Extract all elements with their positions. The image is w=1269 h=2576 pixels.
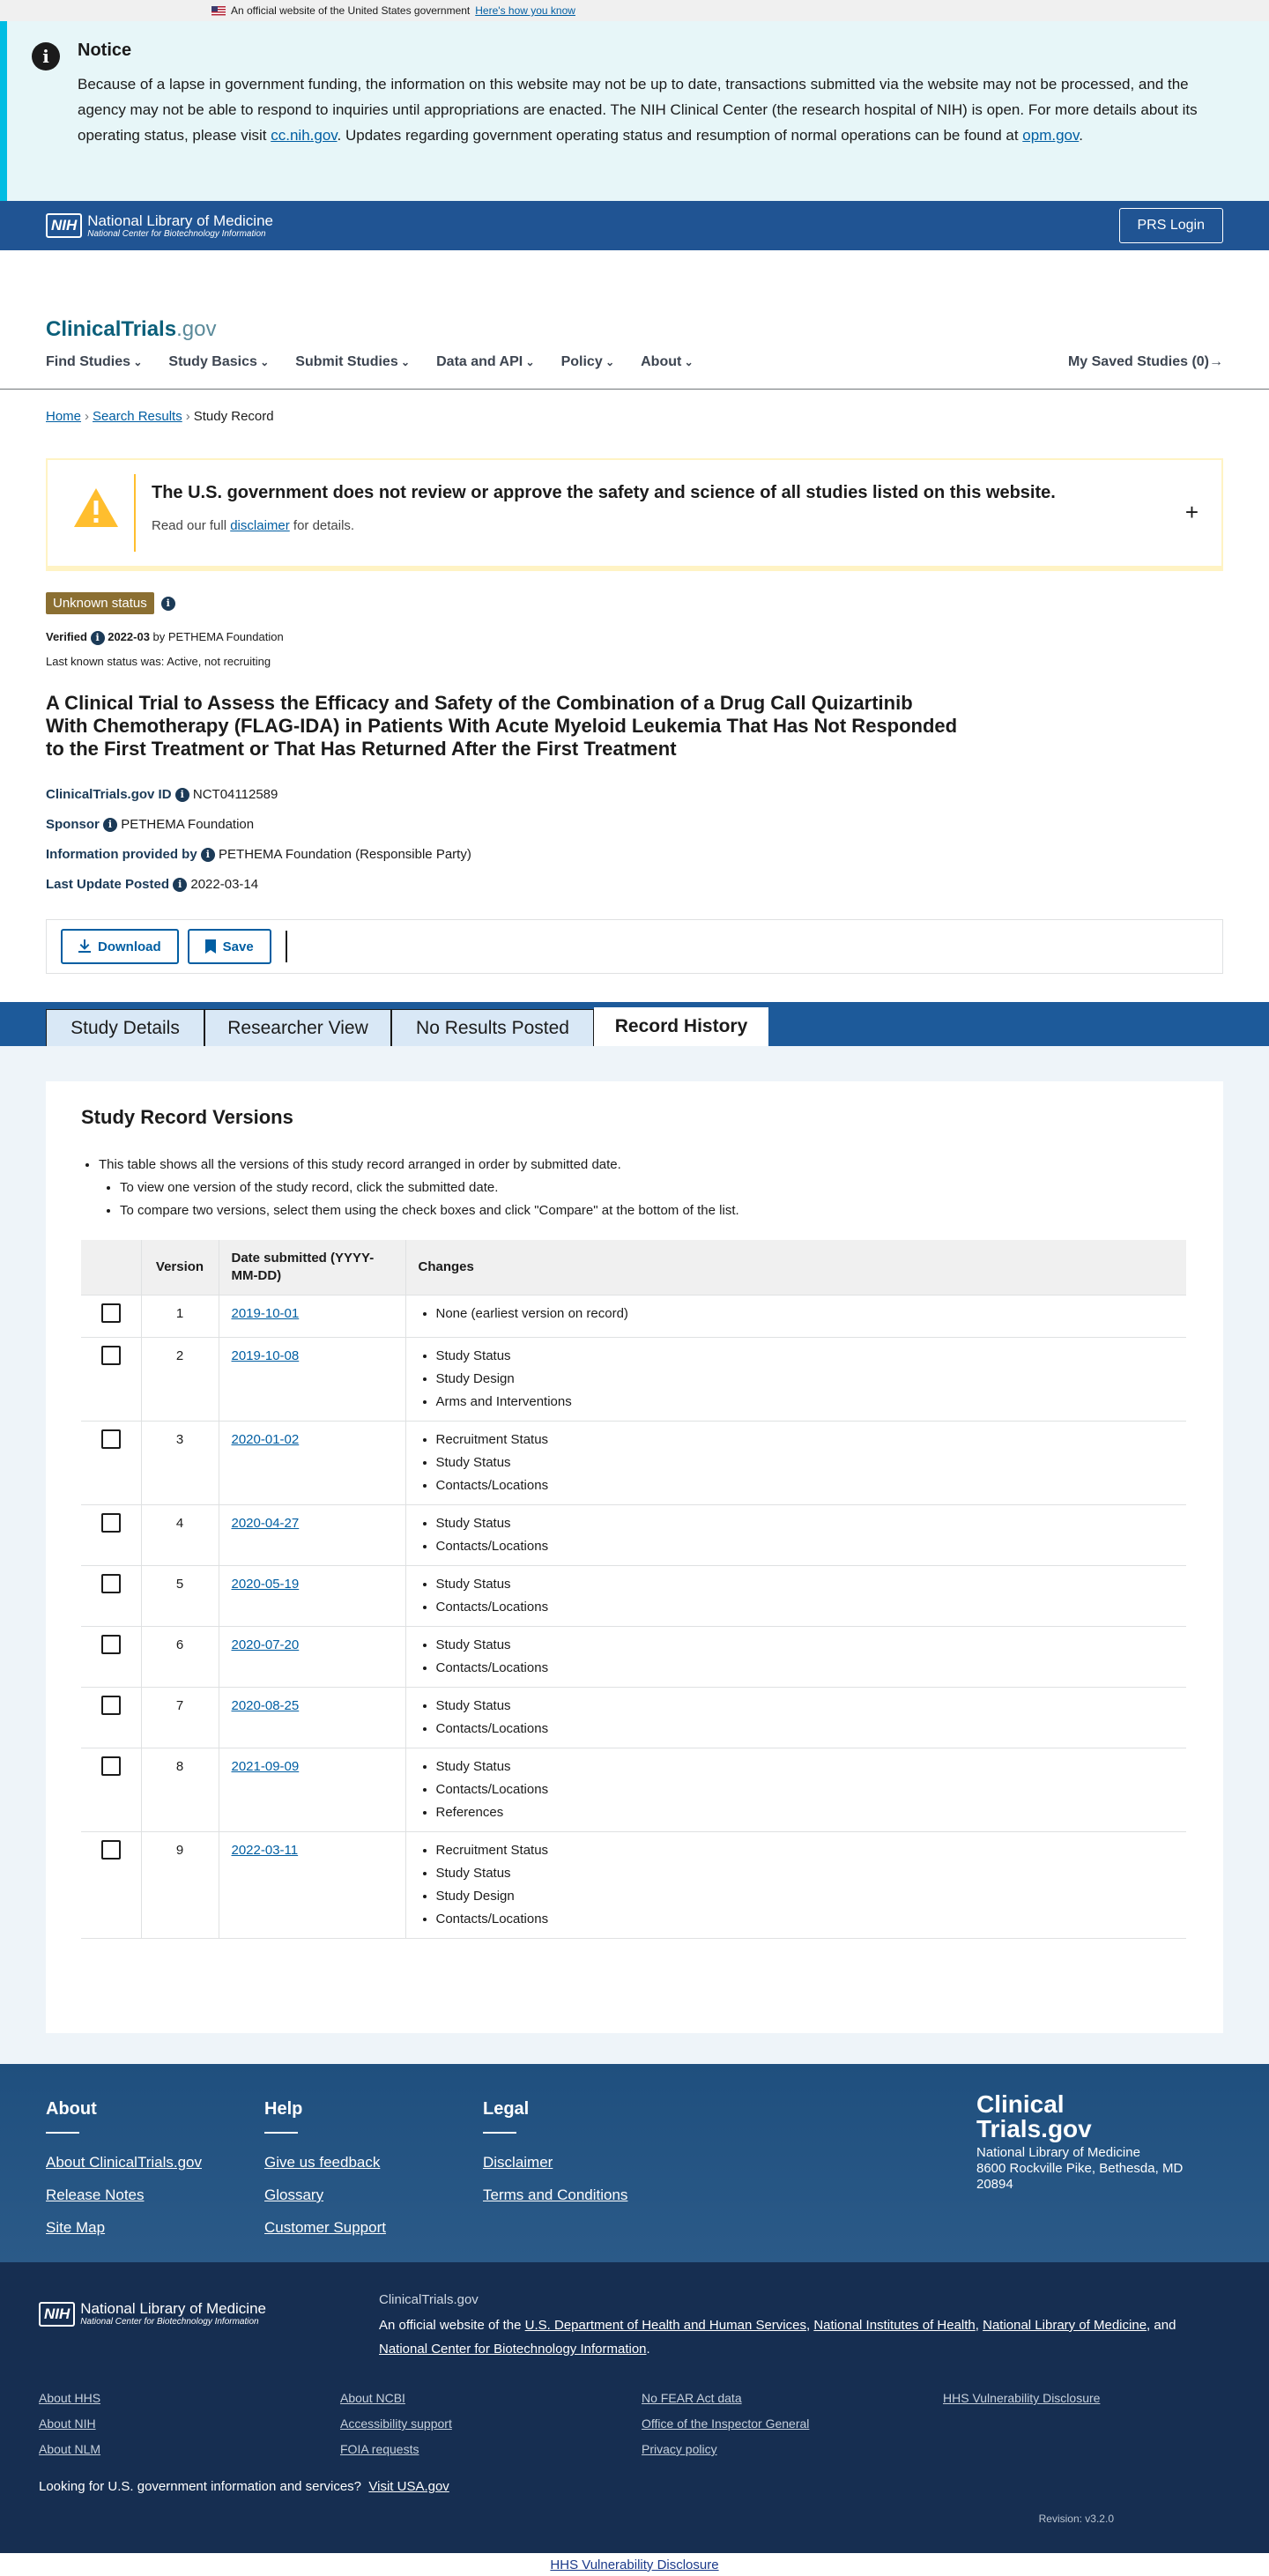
compare-checkbox[interactable]	[101, 1635, 121, 1654]
disclaimer-sub: Read our full disclaimer for details.	[152, 518, 355, 533]
nav-submit-studies[interactable]: Submit Studies ⌄	[295, 354, 410, 370]
footer-legal-heading: Legal	[483, 2099, 530, 2119]
opm-link[interactable]: opm.gov	[1022, 127, 1080, 144]
change-item: • Contacts/Locations	[436, 1718, 1175, 1741]
footer2-link[interactable]: FOIA requests	[340, 2442, 419, 2456]
footer-link[interactable]: Glossary	[264, 2186, 324, 2203]
version-number: 6	[141, 1626, 219, 1687]
compare-checkbox[interactable]	[101, 1696, 121, 1715]
change-item: • Contacts/Locations	[436, 1596, 1175, 1619]
download-button[interactable]: Download	[61, 929, 179, 964]
change-item: • None (earliest version on record)	[436, 1303, 1175, 1325]
tab-no-results[interactable]: No Results Posted	[391, 1009, 594, 1046]
field-info-provided: Information provided by i PETHEMA Foundation (Responsible Party)	[46, 847, 471, 862]
version-date-link[interactable]: 2020-04-27	[231, 1515, 300, 1531]
nlm-logo[interactable]	[46, 213, 273, 239]
versions-hint-compare: • To compare two versions, select them using the check boxes and click "Compare" at the bottom of the list.	[120, 1199, 1188, 1222]
change-item: • References	[436, 1801, 1175, 1824]
change-item: • Study Design	[436, 1885, 1175, 1908]
version-date-link[interactable]: 2020-01-02	[231, 1431, 300, 1447]
breadcrumb-search[interactable]: Search Results	[93, 409, 182, 424]
notice-title: Notice	[78, 41, 132, 60]
version-date-link[interactable]: 2020-07-20	[231, 1637, 300, 1652]
nav-find-studies[interactable]: Find Studies ⌄	[46, 354, 142, 370]
footer2-link[interactable]: About NIH	[39, 2416, 96, 2431]
action-bar	[46, 919, 1223, 974]
footer2-link[interactable]: About NCBI	[340, 2391, 405, 2405]
notice-body: Because of a lapse in government funding, the information on this website may not be up to date, transactions submitted via the website may not be processed, and the agency may not be able to respond to inquiries until appropriations are enacted. The NIH Clinical Center (the research hospital of NIH) is open. For more details about its operating status, please visit cc.nih.gov. Updates regarding government operating status and resumption of normal operations can be found at opm.gov.	[78, 76, 1198, 144]
field-last-update: Last Update Posted i 2022-03-14	[46, 877, 259, 892]
version-date-link[interactable]: 2021-09-09	[231, 1758, 300, 1774]
gov-banner	[0, 0, 1269, 21]
footer-help-heading: Help	[264, 2099, 303, 2119]
save-button[interactable]: Save	[188, 929, 271, 964]
footer-link[interactable]: Terms and Conditions	[483, 2186, 628, 2203]
nav-data-api[interactable]: Data and API ⌄	[436, 354, 534, 370]
verified-line: Verified i 2022-03 by PETHEMA Foundation	[46, 630, 284, 643]
version-row	[81, 1504, 1186, 1565]
changes-list	[419, 1512, 1175, 1558]
version-number: 5	[141, 1565, 219, 1626]
change-item: • Recruitment Status	[436, 1839, 1175, 1862]
change-item: • Study Design	[436, 1368, 1175, 1391]
field-nct-id: ClinicalTrials.gov ID i NCT04112589	[46, 787, 278, 802]
changes-list	[419, 1756, 1175, 1824]
version-date-link[interactable]: 2019-10-08	[231, 1347, 300, 1363]
change-item: • Study Status	[436, 1512, 1175, 1535]
version-number: 2	[141, 1337, 219, 1421]
nih-logo-icon: NIH	[39, 2302, 75, 2327]
bookmark-icon	[205, 939, 216, 954]
info-icon: i	[32, 42, 60, 71]
version-number: 3	[141, 1421, 219, 1504]
versions-heading: Study Record Versions	[81, 1106, 293, 1128]
change-item: • Contacts/Locations	[436, 1474, 1175, 1497]
footer-link[interactable]: Site Map	[46, 2219, 106, 2236]
footer2-link[interactable]: No FEAR Act data	[642, 2391, 742, 2405]
cc-nih-link[interactable]: cc.nih.gov	[271, 127, 338, 144]
expand-icon[interactable]: +	[1184, 499, 1198, 525]
footer-link[interactable]: Release Notes	[46, 2186, 145, 2203]
col-version: Version	[141, 1240, 219, 1295]
footer-ct-label: ClinicalTrials.gov	[379, 2292, 479, 2307]
gov-banner-text: An official website of the United States government	[231, 4, 471, 17]
footer-primary	[0, 2064, 1269, 2262]
disclaimer-title: The U.S. government does not review or approve the safety and science of all studies listed on this website.	[152, 483, 1056, 502]
notice-banner	[0, 21, 1269, 201]
study-title: A Clinical Trial to Assess the Efficacy and Safety of the Combination of a Drug Call Quizartinib With Chemotherapy (FLAG-IDA) in Patients With Acute Myeloid Leukemia That Has Not Responded to the First Treatment or That Has Returned After the First Treatment	[46, 692, 958, 760]
info-icon[interactable]: i	[91, 631, 105, 645]
usa-gov-link[interactable]: Visit USA.gov	[368, 2479, 449, 2494]
compare-checkbox[interactable]	[101, 1756, 121, 1776]
info-icon[interactable]: i	[173, 878, 187, 892]
breadcrumb: Home › Search Results › Study Record	[46, 409, 274, 424]
revision-label: Revision: v3.2.0	[1038, 2513, 1114, 2525]
version-row	[81, 1421, 1186, 1504]
versions-table	[81, 1240, 1186, 2007]
footer-link[interactable]: Disclaimer	[483, 2154, 553, 2171]
col-changes: Changes	[405, 1240, 1186, 1295]
site-header	[0, 250, 1269, 390]
changes-list	[419, 1839, 1175, 1931]
change-item: • Recruitment Status	[436, 1429, 1175, 1451]
warning-icon	[72, 486, 120, 529]
compare-checkbox[interactable]	[101, 1303, 121, 1323]
info-icon[interactable]: i	[161, 597, 175, 611]
change-item: • Study Status	[436, 1573, 1175, 1596]
tab-study-details[interactable]: Study Details	[46, 1009, 204, 1046]
change-item: • Contacts/Locations	[436, 1908, 1175, 1931]
change-item: • Study Status	[436, 1451, 1175, 1474]
nih-logo-icon: NIH	[46, 213, 82, 238]
change-item: • Study Status	[436, 1345, 1175, 1368]
change-item: • Study Status	[436, 1862, 1175, 1885]
site-brand[interactable]: ClinicalTrials.gov	[46, 317, 217, 341]
change-item: • Study Status	[436, 1695, 1175, 1718]
disclaimer-box	[46, 458, 1223, 571]
saved-studies-link[interactable]: My Saved Studies (0)→	[1067, 354, 1223, 369]
version-row	[81, 1565, 1186, 1626]
version-row	[81, 1748, 1186, 1831]
tab-researcher-view[interactable]: Researcher View	[204, 1009, 391, 1046]
nav-study-basics[interactable]: Study Basics ⌄	[168, 354, 269, 370]
version-row	[81, 1337, 1186, 1421]
ncbi-link[interactable]: National Center for Biotechnology Information	[379, 2342, 647, 2357]
footer-official-text: An official website of the U.S. Department of Health and Human Services, National Institutes of Health, National Library of Medicine, and National Center for Biotechnology Information.	[379, 2318, 1176, 2357]
nlm-link[interactable]: National Library of Medicine	[983, 2318, 1147, 2333]
footer2-link[interactable]: Privacy policy	[642, 2442, 717, 2456]
nih-link[interactable]: National Institutes of Health	[813, 2318, 976, 2333]
tab-record-history[interactable]: Record History	[594, 1007, 768, 1046]
tab-bar	[0, 1002, 1269, 1046]
change-item: • Arms and Interventions	[436, 1391, 1175, 1414]
footer2-link[interactable]: HHS Vulnerability Disclosure	[943, 2391, 1101, 2405]
compare-checkbox[interactable]	[101, 1429, 121, 1449]
nlm-bar	[0, 201, 1269, 250]
breadcrumb-home[interactable]: Home	[46, 409, 82, 424]
info-icon[interactable]: i	[175, 788, 189, 802]
footer-link[interactable]: Give us feedback	[264, 2154, 381, 2171]
hhs-link[interactable]: U.S. Department of Health and Human Services	[524, 2318, 806, 2333]
nlm-title: National Library of Medicine	[87, 212, 273, 229]
version-row	[81, 1831, 1186, 1938]
footer2-link[interactable]: Accessibility support	[340, 2416, 452, 2431]
nav-about[interactable]: About ⌄	[641, 354, 694, 370]
prs-login-button[interactable]: PRS Login	[1119, 208, 1224, 243]
version-number: 9	[141, 1831, 219, 1938]
version-number: 7	[141, 1687, 219, 1748]
compare-checkbox[interactable]	[101, 1513, 121, 1533]
changes-list	[419, 1634, 1175, 1680]
version-row	[81, 1687, 1186, 1748]
version-row	[81, 1626, 1186, 1687]
versions-intro: • This table shows all the versions of this study record arranged in order by submitted date.	[99, 1154, 1188, 1177]
version-number: 1	[141, 1295, 219, 1337]
change-item: • Contacts/Locations	[436, 1535, 1175, 1558]
col-date: Date submitted (YYYY-MM-DD)	[219, 1240, 405, 1295]
change-item: • Study Status	[436, 1634, 1175, 1657]
compare-checkbox[interactable]	[101, 1346, 121, 1365]
changes-list	[419, 1695, 1175, 1741]
change-item: • Contacts/Locations	[436, 1657, 1175, 1680]
nlm-subtitle: National Center for Biotechnology Information	[87, 228, 266, 239]
footer-link[interactable]: Customer Support	[264, 2219, 386, 2236]
nlm-footer-logo[interactable]: NIH National Library of Medicine National Center for Biotechnology Information	[39, 2301, 266, 2327]
compare-checkbox[interactable]	[101, 1840, 121, 1860]
changes-list	[419, 1429, 1175, 1497]
changes-list	[419, 1303, 1175, 1325]
usa-gov-line: Looking for U.S. government information and services? Visit USA.gov	[39, 2479, 449, 2494]
footer2-link[interactable]: About NLM	[39, 2442, 101, 2456]
version-date-link[interactable]: 2019-10-01	[231, 1305, 300, 1321]
last-known-status: Last known status was: Active, not recruiting	[46, 655, 271, 668]
field-sponsor: Sponsor i PETHEMA Foundation	[46, 817, 255, 832]
how-you-know-link[interactable]: Here's how you know	[475, 4, 575, 17]
change-item: • Contacts/Locations	[436, 1778, 1175, 1801]
version-date-link[interactable]: 2022-03-11	[231, 1842, 299, 1858]
compare-checkbox[interactable]	[101, 1574, 121, 1593]
version-number: 8	[141, 1748, 219, 1831]
breadcrumb-current: Study Record	[193, 409, 274, 424]
versions-hint-view: • To view one version of the study record, click the submitted date.	[120, 1177, 1188, 1199]
info-icon[interactable]: i	[103, 818, 117, 832]
footer2-link[interactable]: Office of the Inspector General	[642, 2416, 810, 2431]
version-number: 4	[141, 1504, 219, 1565]
version-date-link[interactable]: 2020-05-19	[231, 1576, 300, 1592]
footer-link[interactable]: About ClinicalTrials.gov	[46, 2154, 202, 2171]
footer-about-heading: About	[46, 2099, 97, 2119]
status-badge: Unknown status	[46, 592, 154, 614]
change-item: • Study Status	[436, 1756, 1175, 1778]
nav-policy[interactable]: Policy ⌄	[561, 354, 615, 370]
download-icon	[78, 939, 91, 954]
footer-brand: Clinical Trials.gov National Library of Medicine 8600 Rockville Pike, Bethesda, MD 20894	[976, 2090, 1184, 2192]
hhs-vuln-link[interactable]: HHS Vulnerability Disclosure	[550, 2557, 719, 2572]
info-icon[interactable]: i	[201, 848, 215, 862]
footer2-link[interactable]: About HHS	[39, 2391, 101, 2405]
version-date-link[interactable]: 2020-08-25	[231, 1697, 300, 1713]
footer-secondary	[0, 2262, 1269, 2553]
changes-list	[419, 1573, 1175, 1619]
versions-card	[46, 1081, 1223, 2033]
us-flag-icon	[212, 6, 226, 16]
changes-list	[419, 1345, 1175, 1414]
disclaimer-link[interactable]: disclaimer	[230, 518, 290, 533]
main-nav	[46, 354, 694, 370]
version-row	[81, 1295, 1186, 1337]
